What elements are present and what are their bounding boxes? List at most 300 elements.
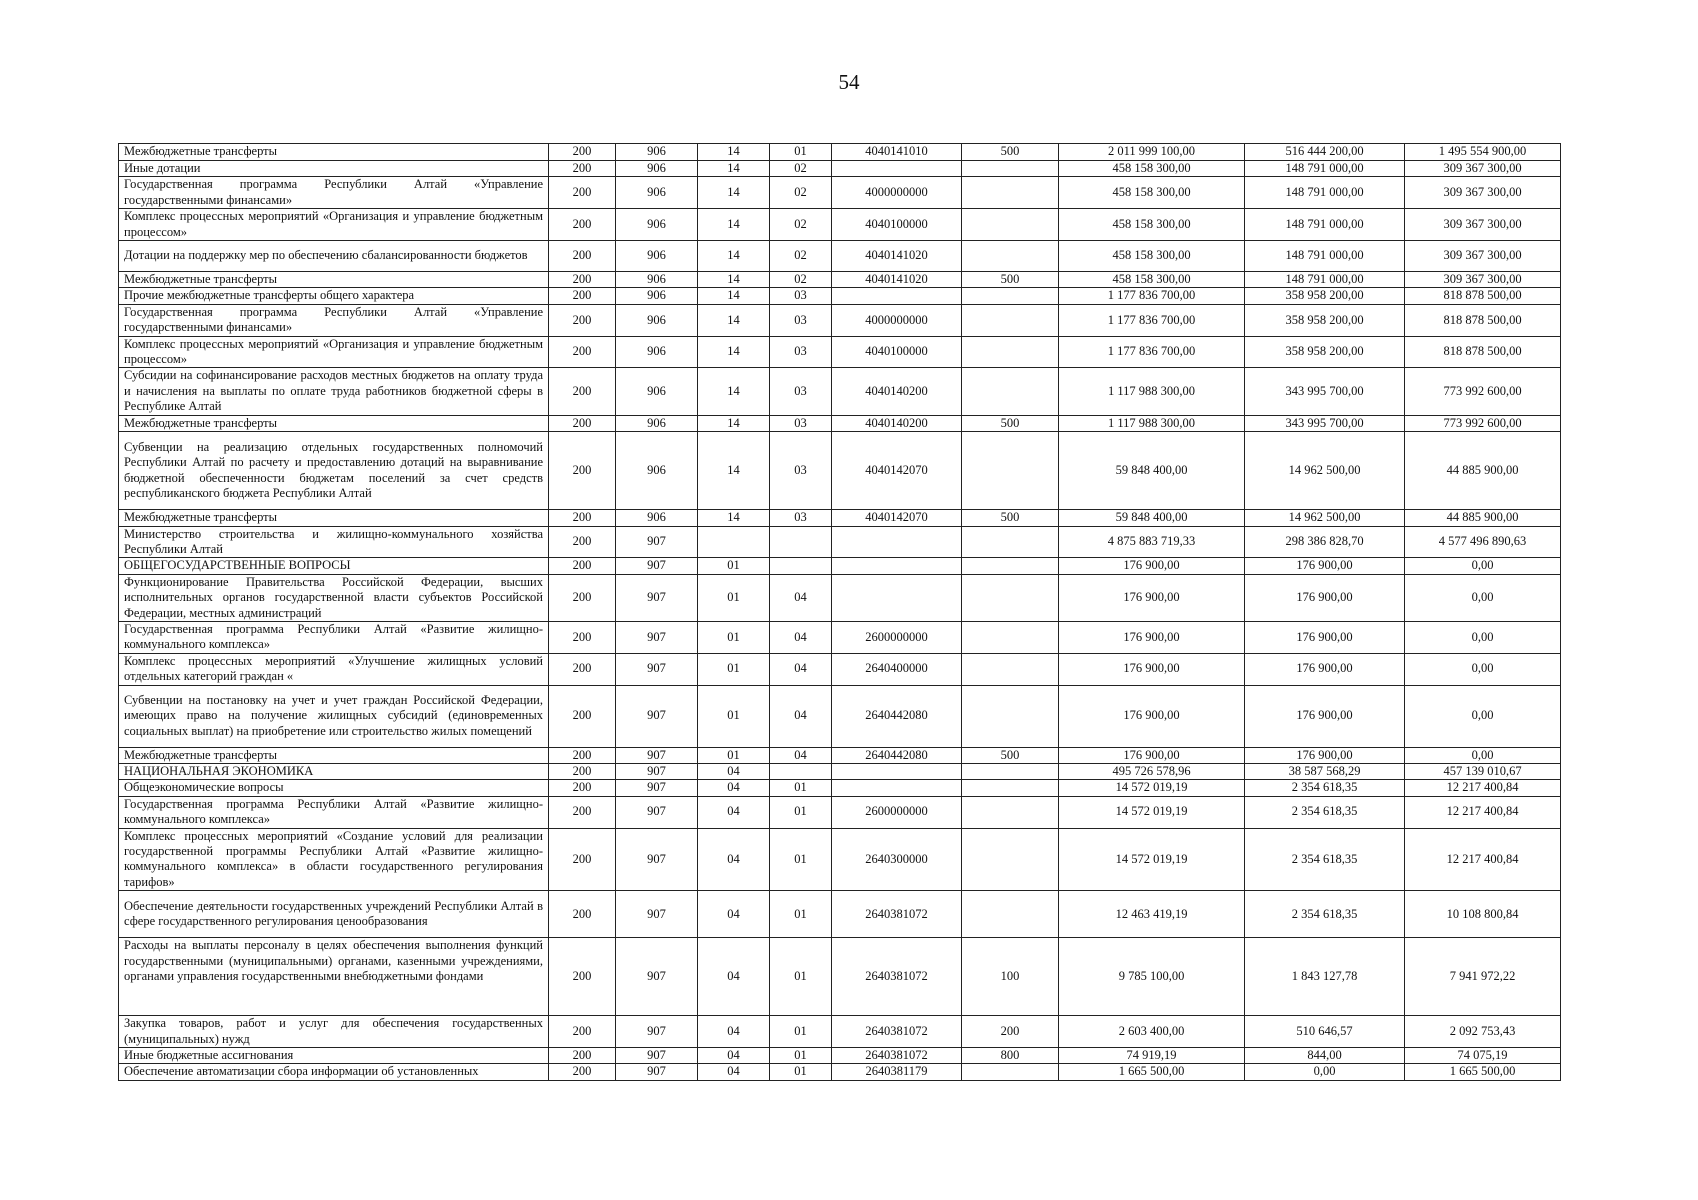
row-sum-total: 1 117 988 300,00 — [1059, 368, 1245, 415]
row-section: 14 — [698, 209, 770, 241]
row-expense-type — [962, 780, 1059, 796]
row-target-article — [832, 526, 962, 558]
row-code-1: 200 — [549, 415, 616, 431]
row-sum-total: 74 919,19 — [1059, 1048, 1245, 1064]
row-sum-3: 12 217 400,84 — [1405, 796, 1561, 828]
row-target-article: 4000000000 — [832, 177, 962, 209]
row-name: Расходы на выплаты персоналу в целях обеспечения выполнения функций государственными (муниципальными) органами, казенными учреждениями, органами управления государственными внебюджетными фондами — [119, 938, 549, 1016]
row-expense-type — [962, 526, 1059, 558]
row-code-2: 906 — [616, 209, 698, 241]
row-sum-3: 0,00 — [1405, 558, 1561, 574]
row-section: 14 — [698, 272, 770, 288]
row-subsection: 01 — [770, 1064, 832, 1080]
row-sum-2: 2 354 618,35 — [1245, 796, 1405, 828]
table-row — [119, 1064, 1561, 1080]
row-section — [698, 526, 770, 558]
row-section: 01 — [698, 621, 770, 653]
row-name: Функционирование Правительства Российской Федерации, высших исполнительных органов государственной власти субъектов Российской Федерации, местных администраций — [119, 574, 549, 621]
row-sum-2: 510 646,57 — [1245, 1016, 1405, 1048]
row-sum-total: 176 900,00 — [1059, 574, 1245, 621]
row-subsection: 04 — [770, 747, 832, 763]
row-sum-3: 773 992 600,00 — [1405, 368, 1561, 415]
row-name: Министерство строительства и жилищно-коммунального хозяйства Республики Алтай — [119, 526, 549, 558]
row-sum-total: 1 177 836 700,00 — [1059, 336, 1245, 368]
row-target-article: 2640400000 — [832, 653, 962, 685]
row-sum-3: 0,00 — [1405, 653, 1561, 685]
row-subsection: 02 — [770, 241, 832, 272]
row-section: 14 — [698, 161, 770, 177]
row-code-1: 200 — [549, 1016, 616, 1048]
row-name: Государственная программа Республики Алтай «Управление государственными финансами» — [119, 177, 549, 209]
row-sum-2: 343 995 700,00 — [1245, 368, 1405, 415]
row-name: Межбюджетные трансферты — [119, 144, 549, 161]
row-code-1: 200 — [549, 144, 616, 161]
row-sum-total: 458 158 300,00 — [1059, 241, 1245, 272]
row-sum-2: 1 843 127,78 — [1245, 938, 1405, 1016]
row-target-article — [832, 288, 962, 304]
row-sum-3: 309 367 300,00 — [1405, 161, 1561, 177]
row-code-2: 906 — [616, 368, 698, 415]
row-subsection: 03 — [770, 336, 832, 368]
row-expense-type — [962, 558, 1059, 574]
row-name: Дотации на поддержку мер по обеспечению сбалансированности бюджетов — [119, 241, 549, 272]
row-code-1: 200 — [549, 510, 616, 526]
row-target-article: 4040141010 — [832, 144, 962, 161]
row-sum-total: 458 158 300,00 — [1059, 177, 1245, 209]
row-expense-type: 200 — [962, 1016, 1059, 1048]
row-code-1: 200 — [549, 177, 616, 209]
row-name: Государственная программа Республики Алтай «Развитие жилищно-коммунального комплекса» — [119, 621, 549, 653]
table-row — [119, 161, 1561, 177]
table-row — [119, 526, 1561, 558]
table-row — [119, 368, 1561, 415]
row-sum-2: 14 962 500,00 — [1245, 432, 1405, 510]
row-target-article: 2600000000 — [832, 621, 962, 653]
page-number: 54 — [838, 70, 860, 94]
row-code-2: 907 — [616, 780, 698, 796]
row-subsection — [770, 763, 832, 779]
row-expense-type — [962, 304, 1059, 336]
row-expense-type — [962, 828, 1059, 891]
row-section: 14 — [698, 432, 770, 510]
row-target-article — [832, 161, 962, 177]
row-code-2: 907 — [616, 653, 698, 685]
row-sum-total: 1 665 500,00 — [1059, 1064, 1245, 1080]
row-target-article: 4000000000 — [832, 304, 962, 336]
row-expense-type — [962, 368, 1059, 415]
row-target-article: 4040141020 — [832, 272, 962, 288]
row-target-article: 4040100000 — [832, 336, 962, 368]
row-sum-total: 4 875 883 719,33 — [1059, 526, 1245, 558]
row-sum-2: 176 900,00 — [1245, 574, 1405, 621]
row-code-2: 907 — [616, 796, 698, 828]
row-sum-3: 309 367 300,00 — [1405, 272, 1561, 288]
row-code-2: 907 — [616, 747, 698, 763]
table-row — [119, 177, 1561, 209]
row-sum-2: 516 444 200,00 — [1245, 144, 1405, 161]
row-code-1: 200 — [549, 685, 616, 747]
row-sum-total: 59 848 400,00 — [1059, 432, 1245, 510]
row-subsection: 03 — [770, 288, 832, 304]
row-code-2: 906 — [616, 144, 698, 161]
row-target-article — [832, 763, 962, 779]
row-subsection: 02 — [770, 161, 832, 177]
row-code-2: 906 — [616, 241, 698, 272]
row-section: 14 — [698, 304, 770, 336]
row-code-1: 200 — [549, 891, 616, 938]
row-name: Межбюджетные трансферты — [119, 415, 549, 431]
row-section: 04 — [698, 938, 770, 1016]
row-code-1: 200 — [549, 288, 616, 304]
row-code-2: 906 — [616, 432, 698, 510]
row-sum-2: 176 900,00 — [1245, 685, 1405, 747]
row-section: 14 — [698, 144, 770, 161]
row-code-1: 200 — [549, 1064, 616, 1080]
row-name: Субсидии на софинансирование расходов местных бюджетов на оплату труда и начисления на выплаты по оплате труда работников бюджетной сферы в Республике Алтай — [119, 368, 549, 415]
row-sum-total: 458 158 300,00 — [1059, 209, 1245, 241]
row-subsection: 04 — [770, 574, 832, 621]
row-sum-total: 1 117 988 300,00 — [1059, 415, 1245, 431]
row-code-1: 200 — [549, 938, 616, 1016]
row-sum-3: 309 367 300,00 — [1405, 209, 1561, 241]
row-expense-type — [962, 241, 1059, 272]
row-code-2: 906 — [616, 161, 698, 177]
row-subsection: 03 — [770, 432, 832, 510]
row-subsection: 02 — [770, 177, 832, 209]
table-row — [119, 747, 1561, 763]
row-expense-type: 500 — [962, 510, 1059, 526]
row-sum-total: 9 785 100,00 — [1059, 938, 1245, 1016]
table-row — [119, 938, 1561, 1016]
row-subsection: 01 — [770, 780, 832, 796]
row-section: 01 — [698, 747, 770, 763]
row-sum-3: 2 092 753,43 — [1405, 1016, 1561, 1048]
table-row — [119, 1048, 1561, 1064]
row-name: Иные дотации — [119, 161, 549, 177]
row-sum-3: 44 885 900,00 — [1405, 510, 1561, 526]
row-expense-type — [962, 621, 1059, 653]
row-name: Обеспечение автоматизации сбора информации об установленных — [119, 1064, 549, 1080]
table-row — [119, 304, 1561, 336]
row-sum-3: 0,00 — [1405, 747, 1561, 763]
row-sum-3: 74 075,19 — [1405, 1048, 1561, 1064]
row-sum-2: 358 958 200,00 — [1245, 288, 1405, 304]
row-name: Межбюджетные трансферты — [119, 510, 549, 526]
row-sum-2: 844,00 — [1245, 1048, 1405, 1064]
row-sum-total: 495 726 578,96 — [1059, 763, 1245, 779]
row-sum-total: 458 158 300,00 — [1059, 272, 1245, 288]
row-sum-2: 176 900,00 — [1245, 653, 1405, 685]
row-name: Межбюджетные трансферты — [119, 747, 549, 763]
row-target-article: 2640381072 — [832, 891, 962, 938]
row-expense-type — [962, 161, 1059, 177]
row-sum-total: 12 463 419,19 — [1059, 891, 1245, 938]
row-section: 14 — [698, 510, 770, 526]
row-subsection — [770, 558, 832, 574]
table-row — [119, 288, 1561, 304]
row-code-1: 200 — [549, 796, 616, 828]
row-sum-total: 14 572 019,19 — [1059, 828, 1245, 891]
row-target-article: 4040142070 — [832, 432, 962, 510]
row-subsection: 04 — [770, 685, 832, 747]
row-sum-2: 343 995 700,00 — [1245, 415, 1405, 431]
row-expense-type — [962, 891, 1059, 938]
table-row — [119, 336, 1561, 368]
row-expense-type: 500 — [962, 415, 1059, 431]
row-sum-3: 309 367 300,00 — [1405, 177, 1561, 209]
row-code-1: 200 — [549, 653, 616, 685]
row-target-article: 2640381072 — [832, 1048, 962, 1064]
table-row — [119, 796, 1561, 828]
row-section: 04 — [698, 1016, 770, 1048]
row-expense-type — [962, 209, 1059, 241]
row-sum-3: 7 941 972,22 — [1405, 938, 1561, 1016]
row-name: Субвенции на постановку на учет и учет граждан Российской Федерации, имеющих право на получение жилищных субсидий (единовременных социальных выплат) на приобретение или строительство жилых помещений — [119, 685, 549, 747]
row-sum-3: 818 878 500,00 — [1405, 288, 1561, 304]
table-row — [119, 891, 1561, 938]
table-row — [119, 828, 1561, 891]
row-section: 04 — [698, 1048, 770, 1064]
row-sum-3: 1 665 500,00 — [1405, 1064, 1561, 1080]
row-target-article: 2600000000 — [832, 796, 962, 828]
row-expense-type — [962, 177, 1059, 209]
table-row — [119, 241, 1561, 272]
row-section: 14 — [698, 336, 770, 368]
row-name: Прочие межбюджетные трансферты общего характера — [119, 288, 549, 304]
row-section: 04 — [698, 780, 770, 796]
row-sum-2: 148 791 000,00 — [1245, 177, 1405, 209]
row-code-2: 907 — [616, 1064, 698, 1080]
row-code-1: 200 — [549, 558, 616, 574]
row-code-2: 906 — [616, 272, 698, 288]
row-subsection: 02 — [770, 272, 832, 288]
row-code-1: 200 — [549, 763, 616, 779]
row-expense-type — [962, 432, 1059, 510]
table-row — [119, 574, 1561, 621]
row-subsection: 03 — [770, 368, 832, 415]
row-code-2: 906 — [616, 177, 698, 209]
row-subsection: 01 — [770, 828, 832, 891]
row-subsection — [770, 526, 832, 558]
row-name: Комплекс процессных мероприятий «Создание условий для реализации государственной программы Республики Алтай «Развитие жилищно-коммунального комплекса» в области государственного регулирования тарифов» — [119, 828, 549, 891]
row-expense-type — [962, 336, 1059, 368]
row-sum-3: 12 217 400,84 — [1405, 780, 1561, 796]
row-name: Субвенции на реализацию отдельных государственных полномочий Республики Алтай по расчету и предоставлению дотаций на выравнивание бюджетной обеспеченности бюджетам поселений за счет средств республиканского бюджета Республики Алтай — [119, 432, 549, 510]
row-section: 01 — [698, 574, 770, 621]
row-subsection: 02 — [770, 209, 832, 241]
row-sum-3: 0,00 — [1405, 574, 1561, 621]
row-target-article — [832, 780, 962, 796]
row-target-article: 4040100000 — [832, 209, 962, 241]
table-row — [119, 763, 1561, 779]
row-subsection: 03 — [770, 415, 832, 431]
row-sum-2: 148 791 000,00 — [1245, 161, 1405, 177]
row-code-2: 906 — [616, 510, 698, 526]
row-target-article — [832, 558, 962, 574]
row-name: Комплекс процессных мероприятий «Организация и управление бюджетным процессом» — [119, 336, 549, 368]
row-code-1: 200 — [549, 621, 616, 653]
row-target-article: 4040141020 — [832, 241, 962, 272]
row-expense-type: 100 — [962, 938, 1059, 1016]
table-row — [119, 653, 1561, 685]
row-section: 04 — [698, 891, 770, 938]
row-sum-3: 818 878 500,00 — [1405, 304, 1561, 336]
row-expense-type — [962, 288, 1059, 304]
row-subsection: 01 — [770, 938, 832, 1016]
row-sum-2: 176 900,00 — [1245, 621, 1405, 653]
row-code-1: 200 — [549, 241, 616, 272]
row-sum-total: 176 900,00 — [1059, 621, 1245, 653]
row-expense-type: 500 — [962, 747, 1059, 763]
row-section: 14 — [698, 288, 770, 304]
row-sum-total: 176 900,00 — [1059, 558, 1245, 574]
row-subsection: 03 — [770, 304, 832, 336]
row-sum-3: 818 878 500,00 — [1405, 336, 1561, 368]
row-target-article: 2640381072 — [832, 1016, 962, 1048]
row-name: Иные бюджетные ассигнования — [119, 1048, 549, 1064]
row-code-2: 906 — [616, 304, 698, 336]
row-sum-2: 148 791 000,00 — [1245, 241, 1405, 272]
row-sum-2: 14 962 500,00 — [1245, 510, 1405, 526]
row-subsection: 01 — [770, 1016, 832, 1048]
row-expense-type — [962, 653, 1059, 685]
table-row — [119, 272, 1561, 288]
row-sum-2: 358 958 200,00 — [1245, 304, 1405, 336]
row-code-1: 200 — [549, 432, 616, 510]
table-row — [119, 415, 1561, 431]
row-section: 04 — [698, 763, 770, 779]
row-code-1: 200 — [549, 574, 616, 621]
row-code-2: 907 — [616, 891, 698, 938]
row-subsection: 01 — [770, 891, 832, 938]
row-code-1: 200 — [549, 1048, 616, 1064]
table-row — [119, 432, 1561, 510]
row-sum-total: 176 900,00 — [1059, 653, 1245, 685]
row-target-article: 2640300000 — [832, 828, 962, 891]
row-section: 01 — [698, 653, 770, 685]
row-expense-type: 800 — [962, 1048, 1059, 1064]
row-sum-3: 0,00 — [1405, 621, 1561, 653]
row-code-2: 907 — [616, 526, 698, 558]
row-subsection: 04 — [770, 653, 832, 685]
row-expense-type: 500 — [962, 144, 1059, 161]
row-sum-3: 309 367 300,00 — [1405, 241, 1561, 272]
row-expense-type — [962, 763, 1059, 779]
budget-table — [118, 143, 1561, 1081]
row-target-article: 2640381072 — [832, 938, 962, 1016]
table-row — [119, 144, 1561, 161]
row-sum-2: 358 958 200,00 — [1245, 336, 1405, 368]
row-name: Закупка товаров, работ и услуг для обеспечения государственных (муниципальных) нужд — [119, 1016, 549, 1048]
row-code-1: 200 — [549, 161, 616, 177]
row-code-2: 906 — [616, 336, 698, 368]
row-target-article: 4040142070 — [832, 510, 962, 526]
row-code-2: 907 — [616, 1016, 698, 1048]
row-sum-total: 2 603 400,00 — [1059, 1016, 1245, 1048]
row-code-2: 907 — [616, 763, 698, 779]
row-sum-2: 0,00 — [1245, 1064, 1405, 1080]
row-expense-type: 500 — [962, 272, 1059, 288]
row-expense-type — [962, 685, 1059, 747]
row-code-1: 200 — [549, 828, 616, 891]
row-target-article: 2640381179 — [832, 1064, 962, 1080]
row-sum-total: 176 900,00 — [1059, 685, 1245, 747]
row-sum-total: 1 177 836 700,00 — [1059, 288, 1245, 304]
row-code-1: 200 — [549, 304, 616, 336]
row-sum-total: 458 158 300,00 — [1059, 161, 1245, 177]
row-code-2: 907 — [616, 1048, 698, 1064]
row-sum-total: 14 572 019,19 — [1059, 796, 1245, 828]
row-expense-type — [962, 796, 1059, 828]
row-subsection: 01 — [770, 1048, 832, 1064]
row-code-2: 907 — [616, 574, 698, 621]
row-subsection: 01 — [770, 144, 832, 161]
row-sum-2: 2 354 618,35 — [1245, 780, 1405, 796]
budget-table-body — [119, 144, 1561, 1081]
row-section: 14 — [698, 241, 770, 272]
row-sum-2: 148 791 000,00 — [1245, 272, 1405, 288]
row-section: 01 — [698, 558, 770, 574]
row-expense-type — [962, 1064, 1059, 1080]
row-code-2: 907 — [616, 558, 698, 574]
row-code-1: 200 — [549, 336, 616, 368]
row-code-2: 906 — [616, 415, 698, 431]
row-sum-3: 773 992 600,00 — [1405, 415, 1561, 431]
row-sum-3: 10 108 800,84 — [1405, 891, 1561, 938]
row-target-article: 4040140200 — [832, 368, 962, 415]
row-sum-3: 44 885 900,00 — [1405, 432, 1561, 510]
row-sum-3: 457 139 010,67 — [1405, 763, 1561, 779]
row-name: Государственная программа Республики Алтай «Управление государственными финансами» — [119, 304, 549, 336]
row-code-1: 200 — [549, 526, 616, 558]
row-code-1: 200 — [549, 368, 616, 415]
row-name: Комплекс процессных мероприятий «Организация и управление бюджетным процессом» — [119, 209, 549, 241]
row-code-2: 907 — [616, 685, 698, 747]
row-section: 04 — [698, 828, 770, 891]
table-row — [119, 209, 1561, 241]
row-expense-type — [962, 574, 1059, 621]
table-row — [119, 685, 1561, 747]
row-sum-3: 12 217 400,84 — [1405, 828, 1561, 891]
table-row — [119, 510, 1561, 526]
row-code-1: 200 — [549, 780, 616, 796]
row-target-article — [832, 574, 962, 621]
row-sum-2: 176 900,00 — [1245, 747, 1405, 763]
row-section: 01 — [698, 685, 770, 747]
row-name: Межбюджетные трансферты — [119, 272, 549, 288]
row-sum-2: 2 354 618,35 — [1245, 891, 1405, 938]
row-sum-2: 148 791 000,00 — [1245, 209, 1405, 241]
row-sum-total: 59 848 400,00 — [1059, 510, 1245, 526]
row-code-2: 907 — [616, 621, 698, 653]
row-section: 14 — [698, 177, 770, 209]
row-subsection: 03 — [770, 510, 832, 526]
row-sum-2: 38 587 568,29 — [1245, 763, 1405, 779]
row-name: НАЦИОНАЛЬНАЯ ЭКОНОМИКА — [119, 763, 549, 779]
table-row — [119, 780, 1561, 796]
row-sum-3: 1 495 554 900,00 — [1405, 144, 1561, 161]
row-target-article: 4040140200 — [832, 415, 962, 431]
row-sum-total: 1 177 836 700,00 — [1059, 304, 1245, 336]
row-subsection: 04 — [770, 621, 832, 653]
row-section: 04 — [698, 1064, 770, 1080]
row-code-2: 907 — [616, 828, 698, 891]
row-sum-2: 298 386 828,70 — [1245, 526, 1405, 558]
row-name: Комплекс процессных мероприятий «Улучшение жилищных условий отдельных категорий граждан « — [119, 653, 549, 685]
row-sum-total: 14 572 019,19 — [1059, 780, 1245, 796]
row-sum-total: 2 011 999 100,00 — [1059, 144, 1245, 161]
row-code-1: 200 — [549, 272, 616, 288]
